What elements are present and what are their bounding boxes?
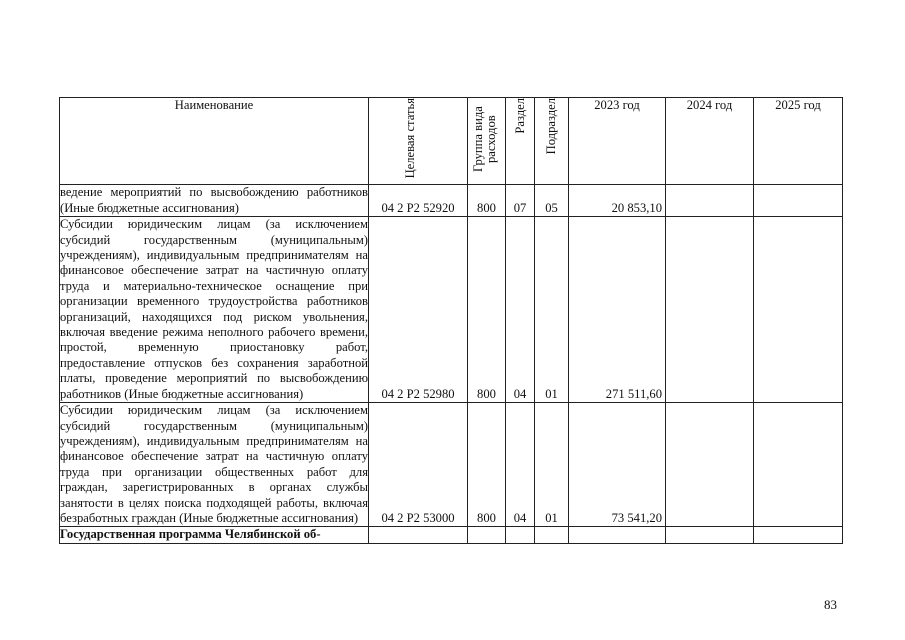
row-2024 [666, 527, 754, 543]
budget-table [59, 97, 843, 544]
row-2023: 20 853,10 [569, 185, 666, 217]
header-section: Раздел [506, 98, 535, 185]
table-row [60, 217, 843, 403]
row-code: 04 2 P2 52920 [369, 185, 468, 217]
header-2025: 2025 год [754, 98, 843, 185]
header-subsection: Подраздел [535, 98, 569, 185]
row-2025 [754, 527, 843, 543]
table-row [60, 527, 843, 543]
row-2023: 271 511,60 [569, 217, 666, 403]
row-name: ведение мероприятий по высвобождению работников (Иные бюджетные ассигнования) [60, 185, 368, 215]
header-group: Группа вида расходов [468, 98, 506, 185]
row-subsection: 01 [535, 403, 569, 527]
row-section: 07 [506, 185, 535, 217]
row-name-cell [60, 185, 369, 217]
row-subsection [535, 527, 569, 543]
row-2023: 73 541,20 [569, 403, 666, 527]
row-2024 [666, 185, 754, 217]
row-2025 [754, 217, 843, 403]
row-2024 [666, 217, 754, 403]
row-section [506, 527, 535, 543]
row-group: 800 [468, 217, 506, 403]
table-row [60, 403, 843, 527]
row-group: 800 [468, 185, 506, 217]
row-name: Субсидии юридическим лицам (за исключением субсидий государственным (муниципальным) учреждениям), индивидуальным предпринимателям на финансовое обеспечение затрат на частичную оплату труда и материально-техническое оснащение при организации временного трудоустройства работников организаций, находящихся под риском увольнения, включая введение режима неполного рабочего времени, простой, временную приостановку работ, предоставление отпусков без сохранения заработной платы, проведение мероприятий по высвобождению работников (Иные бюджетные ассигнования) [60, 217, 368, 401]
header-2023: 2023 год [569, 98, 666, 185]
row-subsection: 05 [535, 185, 569, 217]
row-2025 [754, 185, 843, 217]
row-group [468, 527, 506, 543]
row-subsection: 01 [535, 217, 569, 403]
row-group: 800 [468, 403, 506, 527]
row-code: 04 2 P2 53000 [369, 403, 468, 527]
row-name-cell [60, 527, 369, 543]
row-name: Субсидии юридическим лицам (за исключением субсидий государственным (муниципальным) учреждениям), индивидуальным предпринимателям на финансовое обеспечение затрат на частичную оплату труда при организации общественных работ для граждан, зарегистрированных в органах службы занятости в целях поиска подходящей работы, включая безработных граждан (Иные бюджетные ассигнования) [60, 403, 368, 525]
row-code [369, 527, 468, 543]
row-name: Государственная программа Челябинской об- [60, 527, 321, 542]
row-2025 [754, 403, 843, 527]
row-name-cell [60, 403, 369, 527]
table-row [60, 185, 843, 217]
header-code: Целевая статья [369, 98, 468, 185]
row-section: 04 [506, 217, 535, 403]
row-2023 [569, 527, 666, 543]
row-name-cell [60, 217, 369, 403]
page-number: 83 [824, 597, 837, 612]
row-code: 04 2 P2 52980 [369, 217, 468, 403]
header-2024: 2024 год [666, 98, 754, 185]
row-2024 [666, 403, 754, 527]
table-header-row [60, 98, 843, 185]
header-name: Наименование [60, 98, 369, 185]
row-section: 04 [506, 403, 535, 527]
